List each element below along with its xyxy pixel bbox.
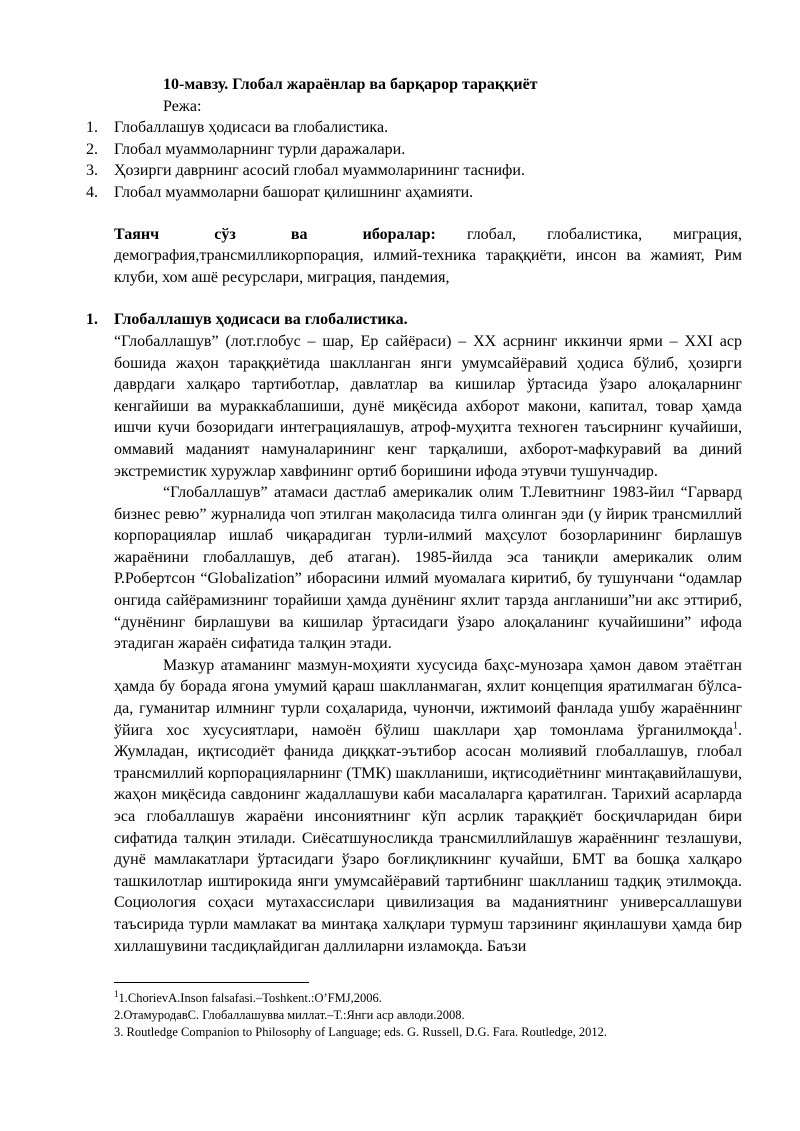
footnote-reference: 1 (733, 720, 738, 732)
plan-item-number: 3. (86, 162, 98, 180)
plan-item (86, 182, 742, 204)
footnote-marker: 1 (114, 988, 119, 999)
body-paragraph-2: “Глобаллашув” атамаси дастлаб америкалик олим Т.Левитнинг 1983-йил “Гарвард бизнес ревю” журналида чоп этилган мақоласида тилга олинган эди (у йирик трансмиллий корпорациялар ишлаб чиқарадиган турли-илмий маҳсулот бозорларининг бирлашув жараёнини глобаллашув, деб атаган). 1985-йилда эса таниқли америкалик олим Р.Робертсон “Globalization” иборасини илмий муомалага киритиб, бу тушунчани “одамлар онгида сайёрамизнинг торайиши ҳамда дунёнинг яхлит тарзда англаниши”ни акс эттириб, “дунёнинг бирлашуви ва кишилар ўртасидаги ўзаро алоқаланинг кучайишини” ифода этадиган жараён сифатида талқин этади. (114, 484, 742, 653)
footnote-text: 2.ОтамуродавС. Глобаллашувва миллат.–Т.:Янги аср авлоди.2008. (114, 1008, 465, 1022)
plan-item (86, 139, 742, 161)
plan-list (86, 117, 742, 203)
section-number: 1. (86, 311, 98, 329)
plan-item-text: Глобаллашув ҳодисаси ва глобалистика. (114, 119, 389, 137)
plan-item-text: Ҳозирги даврнинг асосий глобал муаммоларининг таснифи. (114, 162, 525, 180)
plan-item-number: 2. (86, 140, 98, 158)
plan-item-text: Глобал муаммоларнинг турли даражалари. (114, 140, 406, 158)
footnotes (114, 990, 744, 1041)
plan-item-number: 1. (86, 119, 98, 137)
body-paragraph-1: “Глобаллашув” (лот.глобус – шар, Ер сайёраси) – XX асрнинг иккинчи ярми – XXI аср бошида жаҳон тараққиётида шаклланган янги умумсайёравий ҳодиса бўлиб, ҳозирги даврдаги халқаро тартиботлар, давлатлар ва кишилар ўртасида ўзаро алоқаларнинг кенгайиши ва мураккаблашиши, дунё миқёсида ахборот макони, капитал, товар ҳамда ишчи кучи бозоридаги интеграциялашув, атроф-муҳитга техноген таъсирнинг кучайиши, оммавий маданият намуналарининг кенг тарқалиши, ахборот-мафкуравий ва диний экстремистик хуружлар хавфининг ортиб боришини ифода этувчи тушунчадир. (114, 332, 742, 480)
plan-item (86, 160, 742, 182)
footnote-separator (114, 982, 309, 983)
keywords-label: Таянч сўз ва иборалар: (114, 225, 436, 243)
footnote-text: 3. Routledge Companion to Philosophy of Language; eds. G. Russell, D.G. Fara. Routledge, 2012. (114, 1025, 608, 1039)
plan-label: Режа: (163, 97, 202, 115)
footnote-item (114, 1024, 744, 1041)
section-heading-text: Глобаллашув ҳодисаси ва глобалистика. (114, 311, 408, 329)
body-paragraph-3-part-b: . Жумладан, иқтисодиёт фанида диққкат-эътибор асосан молиявий глобаллашув, глобал трансмиллий корпорацияларнинг (ТМК) шаклланиши, иқтисодиётнинг минтақавийлашуви, жаҳон миқёсида савдонинг жадаллашуви каби масалаларга қаратилган. Тарихий асарларда эса глобаллашув жараёни инсониятнинг кўп асрлик тараққиёт босқичларидан бири сифатида талқин этилади. Сиёсатшуносликда трансмиллийлашув жараённинг тезлашуви, дунё мамлакатлари ўртасидаги ўзаро боғлиқликнинг кучайши, БМТ ва бошқа халқаро ташкилотлар иштирокида янги умумсайёравий тартибнинг шаклланиш тадқиқ этилмоқда. Социология соҳаси мутахассислари цивилизация ва маданиятнинг универсаллашуви таъсирида турли мамлакат ва минтақа халқлари турмуш тарзининг яқинлашуви ҳамда бир хиллашувини тасдиқлайдиган даллиларни изламоқда. Баъзи (114, 721, 742, 955)
footnote-item (114, 1007, 744, 1024)
plan-item-number: 4. (86, 183, 98, 201)
page-title: 10-мавзу. Глобал жараёнлар ва барқарор тараққиёт (163, 76, 538, 93)
footnote-text: 1.ChorievA.Inson falsafasi.–Toshkent.:O’FMJ,2006. (118, 991, 382, 1005)
plan-item-text: Глобал муаммоларни башорат қилишнинг аҳамияти. (114, 183, 474, 201)
keywords-paragraph (114, 224, 742, 289)
keywords-text: глобал, глобалистика, миграция, демография,трансмилликорпорация, илмий-техника тараққиёти, инсон ва жамият, Рим клуби, хом ашё ресурслари, миграция, пандемия, (114, 225, 743, 286)
plan-item (86, 117, 742, 139)
body-paragraph-3-part-a: Мазкур атаманинг мазмун-моҳияти хусусида баҳс-мунозара ҳамон давом этаётган ҳамда бу борада ягона умумий қараш шаклланмаган, яхлит концепция яратилмаган бўлса-да, гуманитар илмнинг турли соҳаларида, чунончи, ижтимоий фанлада ушбу жараённинг ўйига хос хусусиятлари, намоён бўлиш шакллари ҳар томонлама ўрганилмоқда (114, 656, 742, 739)
section-heading (86, 309, 742, 331)
footnote-item (114, 990, 744, 1007)
body-paragraph-3 (114, 655, 742, 957)
